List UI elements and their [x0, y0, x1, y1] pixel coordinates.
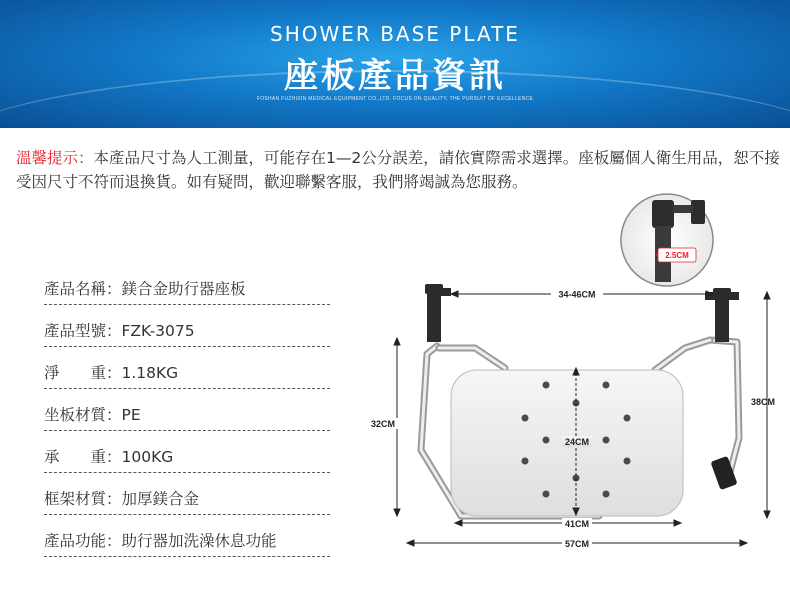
right-height-label: 38CM	[751, 397, 776, 407]
spec-frame-material: 框架材質：加厚鎂合金	[44, 473, 330, 515]
spec-list	[44, 262, 330, 557]
spec-seat-material: 坐板材質：PE	[44, 389, 330, 431]
clamp-detail-circle	[621, 194, 713, 286]
banner-tagline: FOSHAN FUZHIXIN MEDICAL EQUIPMENT CO.,LTD. FOCUS ON QUALITY, THE PURSUIT OF EXCELLENCE	[256, 96, 534, 102]
seat-width-label: 41CM	[564, 519, 590, 529]
notice-label: 溫馨提示：	[16, 149, 94, 167]
spec-net-weight: 淨 重：1.18KG	[44, 347, 330, 389]
notice-body: 本產品尺寸為人工測量，可能存在1—2公分誤差，請依實際需求選擇。座板屬個人衛生用品，恕不接受因尺寸不符而退換貨。如有疑問，歡迎聯繫客服，我們將竭誠為您服務。	[16, 149, 780, 191]
banner-title: 座板產品資訊	[284, 56, 506, 96]
product-illustration	[355, 178, 790, 568]
clamp-dimension-label: 2.5CM	[665, 251, 689, 260]
banner-subtitle: SHOWER BASE PLATE	[270, 22, 520, 46]
seat-depth-label: 24CM	[564, 437, 590, 447]
span-dimension-label: 34-46CM	[558, 289, 596, 300]
header-banner	[0, 0, 790, 128]
spec-function: 產品功能：助行器加洗澡休息功能	[44, 515, 330, 557]
spec-product-name: 產品名稱：鎂合金助行器座板	[44, 262, 330, 305]
spec-load: 承 重：100KG	[44, 431, 330, 473]
product-diagram	[355, 178, 790, 568]
total-width-label: 57CM	[564, 539, 590, 549]
spec-model: 產品型號：FZK-3075	[44, 305, 330, 347]
left-height-label: 32CM	[371, 419, 396, 429]
